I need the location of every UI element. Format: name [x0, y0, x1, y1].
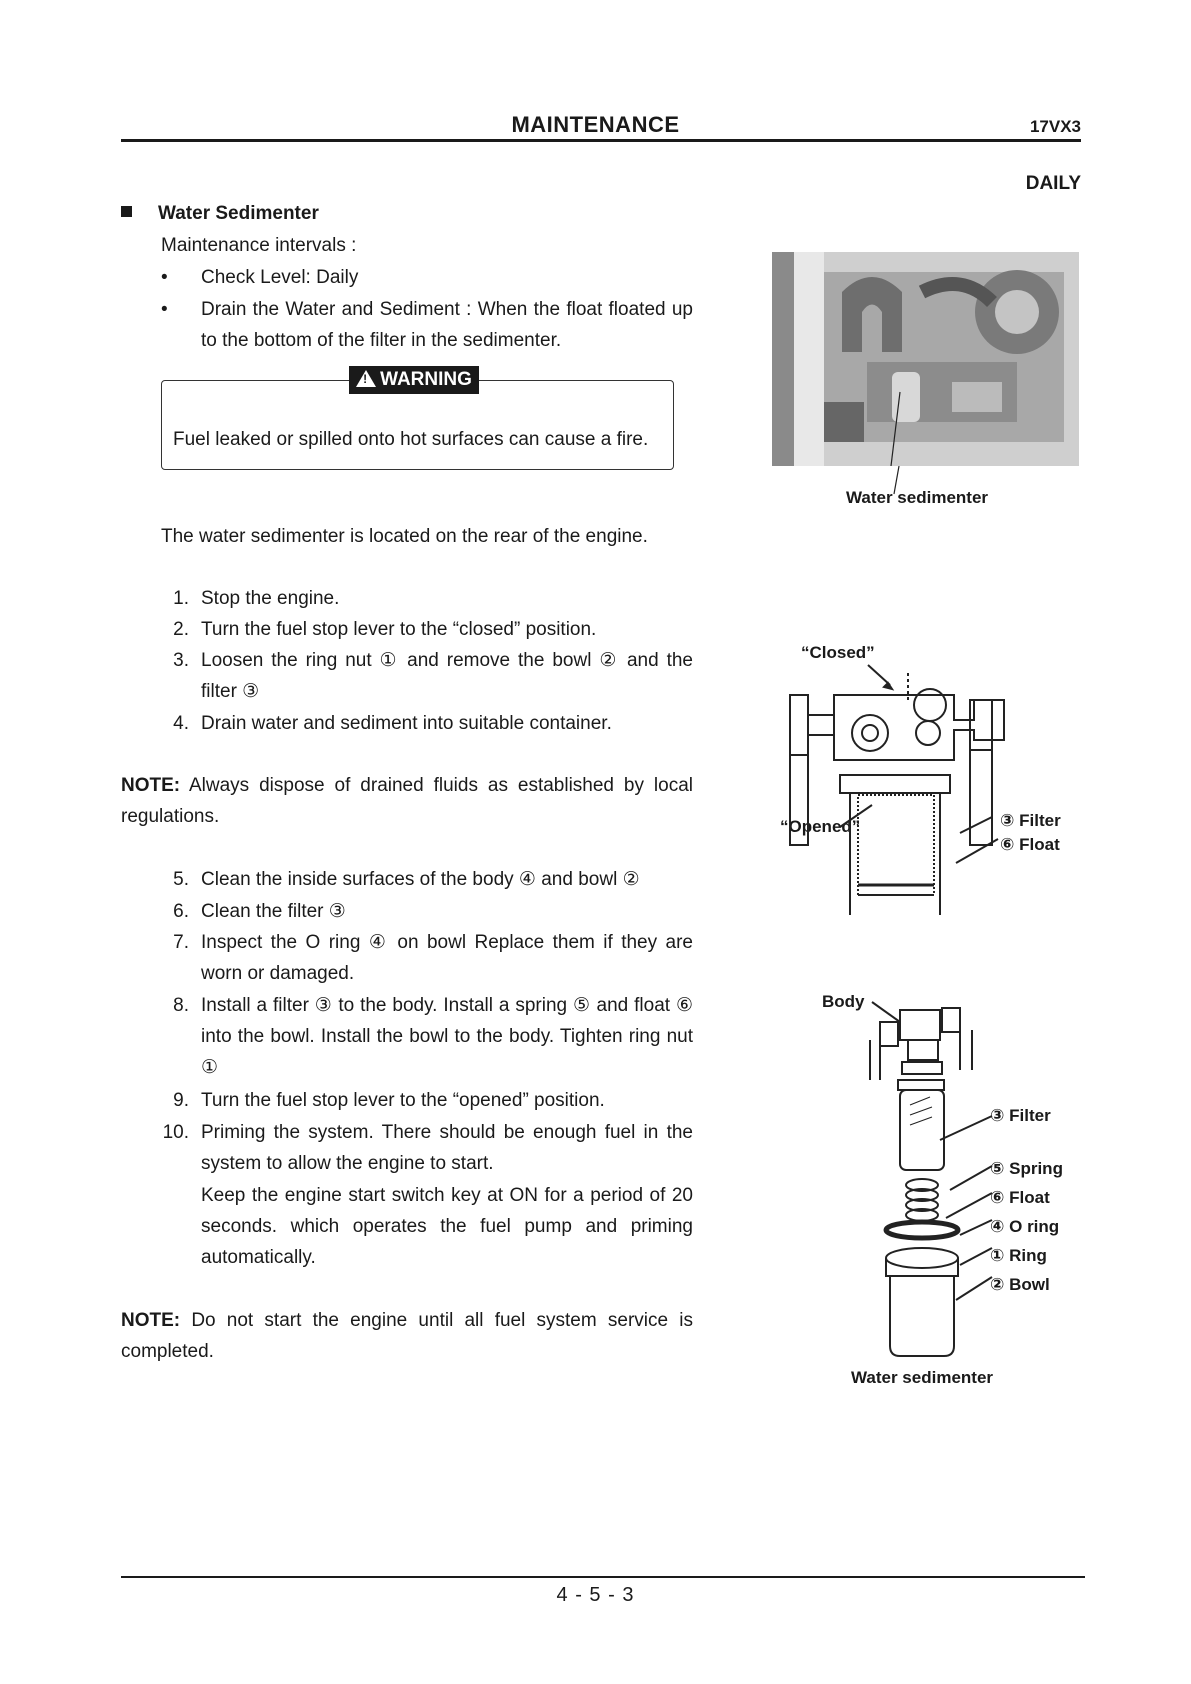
step-text: Drain water and sediment into suitable container.	[201, 713, 612, 734]
step-item	[161, 990, 693, 1083]
float-label: ⑥ Float	[1000, 835, 1060, 854]
step-number: 3.	[173, 650, 189, 671]
engine-photo	[772, 252, 1079, 466]
interval-label: DAILY	[1025, 173, 1081, 194]
note-label: NOTE:	[121, 775, 181, 796]
opened-label: “Opened”	[780, 817, 861, 836]
oring-part-label: ④ O ring	[990, 1217, 1060, 1236]
note-label: NOTE:	[121, 1310, 181, 1331]
ring-part-label: ① Ring	[990, 1246, 1047, 1265]
step-number: 4.	[173, 713, 189, 734]
step-number: 1.	[173, 588, 189, 609]
interval-text: Check Level: Daily	[201, 267, 359, 288]
closed-label: “Closed”	[801, 643, 875, 662]
note	[121, 1305, 693, 1367]
step-text: Install a filter ③ to the body. Install a spring ⑤ and float ⑥ into the bowl. Install the bowl to the body. Tighten ring nut ①	[201, 995, 693, 1078]
section-title: Water Sedimenter	[158, 203, 319, 224]
step-text: Loosen the ring nut ① and remove the bowl ② and the filter ③	[201, 650, 693, 702]
step-item	[161, 614, 693, 645]
step-text: Stop the engine.	[201, 588, 340, 609]
warning-text: Fuel leaked or spilled onto hot surfaces can cause a fire.	[173, 429, 649, 450]
filter-part-label: ③ Filter	[990, 1106, 1051, 1125]
step-number: 7.	[173, 932, 189, 953]
note	[121, 770, 693, 832]
intervals-label: Maintenance intervals :	[161, 235, 357, 256]
spring-part-label: ⑤ Spring	[990, 1159, 1063, 1178]
step-text: Turn the fuel stop lever to the “opened” position.	[201, 1090, 605, 1111]
step-item	[161, 1085, 693, 1116]
square-bullet-icon	[121, 206, 132, 217]
page-number: 4 - 5 - 3	[556, 1584, 635, 1606]
step-number: 9.	[173, 1090, 189, 1111]
body-label: Body	[822, 992, 865, 1011]
step-number: 2.	[173, 619, 189, 640]
footer-rule	[121, 1576, 1085, 1578]
warning-triangle-icon	[356, 370, 376, 387]
step-text: Inspect the O ring ④ on bowl Replace them if they are worn or damaged.	[201, 932, 693, 984]
step-item	[161, 1117, 693, 1179]
sedimenter-exploded-diagram	[860, 990, 1000, 1360]
step-item	[161, 708, 693, 739]
filter-label: ③ Filter	[1000, 811, 1061, 830]
step-item	[161, 583, 693, 614]
step-number: 10.	[162, 1122, 189, 1143]
step-text: Priming the system. There should be enough fuel in the system to allow the engine to start.	[201, 1122, 693, 1174]
interval-item: • Drain the Water and Sediment : When the float floated up to the bottom of the filter in the sedimenter.	[161, 294, 693, 356]
model-code: 17VX3	[1029, 117, 1081, 136]
float-part-label: ⑥ Float	[990, 1188, 1050, 1207]
step-item	[161, 927, 693, 989]
interval-item: • Check Level: Daily	[161, 262, 693, 293]
warning-label-text: WARNING	[380, 369, 472, 390]
sedimenter-valve-diagram	[780, 655, 1020, 915]
bowl-part-label: ② Bowl	[990, 1275, 1050, 1294]
step-text: Clean the filter ③	[201, 901, 346, 922]
step-item	[161, 645, 693, 707]
step-item	[161, 896, 693, 927]
step-item	[161, 864, 693, 895]
photo-caption: Water sedimenter	[845, 488, 989, 507]
note-text: Do not start the engine until all fuel system service is completed.	[121, 1310, 693, 1362]
interval-text: Drain the Water and Sediment : When the float floated up to the bottom of the filter in the sedimenter.	[201, 299, 693, 351]
note-text: Always dispose of drained fluids as established by local regulations.	[121, 775, 693, 827]
step-number: 8.	[173, 995, 189, 1016]
step-number: 5.	[173, 869, 189, 890]
step-text: Turn the fuel stop lever to the “closed” position.	[201, 619, 597, 640]
section-heading	[121, 198, 319, 229]
step-text: Clean the inside surfaces of the body ④ and bowl ②	[201, 869, 640, 890]
step-detail: Keep the engine start switch key at ON for a period of 20 seconds. which operates the fuel pump and priming automatically.	[201, 1185, 693, 1268]
warning-label	[349, 366, 479, 394]
location-text: The water sedimenter is located on the rear of the engine.	[161, 526, 648, 547]
step-number: 6.	[173, 901, 189, 922]
header-rule	[121, 139, 1081, 142]
page-title: MAINTENANCE	[511, 112, 680, 137]
diagram-caption: Water sedimenter	[850, 1368, 994, 1387]
engine-photo-illustration	[772, 252, 1079, 466]
